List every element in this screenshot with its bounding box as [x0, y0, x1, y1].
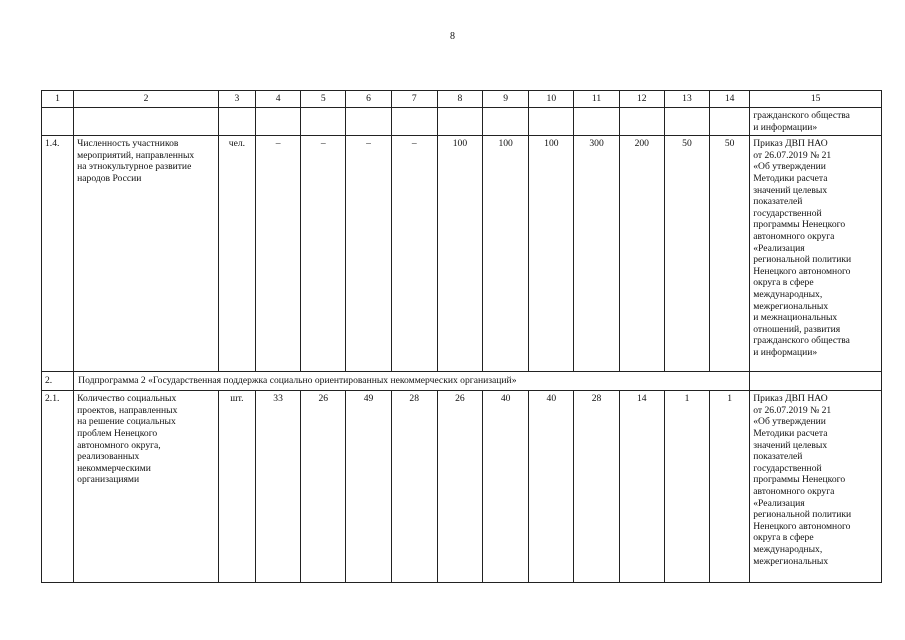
source-line: межрегиональных [753, 555, 829, 567]
source-line: Методики расчета [753, 427, 828, 439]
header-cell: 7 [391, 91, 437, 108]
source-cell [750, 391, 882, 583]
source-line: Приказ ДВП НАО [753, 393, 828, 405]
source-line: «Реализация [753, 242, 805, 254]
header-cell: 13 [664, 91, 709, 108]
source-line: и информации» [753, 346, 818, 358]
indicator-name [74, 136, 219, 372]
header-cell: 14 [710, 91, 750, 108]
source-line: государственной [753, 207, 822, 219]
source-line: Методики расчета [753, 172, 828, 184]
source-line: программы Ненецкого [753, 474, 846, 486]
table-row-2-1 [42, 391, 882, 583]
source-line: региональной политики [753, 509, 852, 521]
header-cell: 3 [218, 91, 255, 108]
header-cell: 12 [619, 91, 664, 108]
source-line: межрегиональных [753, 300, 829, 312]
row-index: 1.4. [42, 136, 74, 372]
source-line: программы Ненецкого [753, 219, 846, 231]
source-line: Ненецкого автономного [753, 265, 851, 277]
value-cell: 26 [437, 391, 482, 583]
header-cell: 8 [437, 91, 482, 108]
subprogram-index: 2. [42, 372, 74, 391]
source-line: показателей [753, 451, 803, 463]
source-line: международных, [753, 543, 823, 555]
indicator-name-line: некоммерческими [77, 462, 151, 474]
header-cell: 15 [750, 91, 882, 108]
table-row-1-4 [42, 136, 882, 372]
source-line: «Об утверждении [753, 416, 826, 428]
source-line: округа в сфере [753, 532, 814, 544]
value-cell: 1 [664, 391, 709, 583]
source-line: от 26.07.2019 № 21 [753, 149, 832, 161]
cell-empty [750, 372, 882, 391]
unit-cell: шт. [218, 391, 255, 583]
value-cell: 40 [483, 391, 529, 583]
value-cell: 50 [664, 136, 709, 372]
indicator-name [74, 391, 219, 583]
value-cell: 14 [619, 391, 664, 583]
source-line: Ненецкого автономного [753, 520, 851, 532]
source-line: Приказ ДВП НАО [753, 138, 828, 150]
source-line: показателей [753, 196, 803, 208]
value-cell: 200 [619, 136, 664, 372]
subprogram-title: Подпрограмма 2 «Государственная поддержка социально ориентированных некоммерческих организаций» [74, 372, 750, 391]
indicator-name-line: автономного округа, [77, 439, 161, 451]
header-cell: 5 [301, 91, 346, 108]
subprogram-row [42, 372, 882, 391]
indicator-name-line: реализованных [77, 451, 140, 463]
value-cell: – [346, 136, 391, 372]
value-cell: 28 [574, 391, 619, 583]
indicator-name-line: проектов, направленных [77, 404, 178, 416]
source-line: региональной политики [753, 254, 852, 266]
source-cell [750, 136, 882, 372]
value-cell: 300 [574, 136, 619, 372]
source-line: отношений, развития [753, 323, 841, 335]
value-cell: 50 [710, 136, 750, 372]
source-line: округа в сфере [753, 277, 814, 289]
source-line: гражданского общества [753, 110, 850, 121]
indicator-name-line: на этнокультурное развитие [77, 161, 192, 173]
header-cell: 1 [42, 91, 74, 108]
value-cell: 28 [391, 391, 437, 583]
value-cell: – [256, 136, 301, 372]
header-cell: 11 [574, 91, 619, 108]
value-cell: 49 [346, 391, 391, 583]
source-line: международных, [753, 288, 823, 300]
value-cell: 33 [256, 391, 301, 583]
header-cell: 4 [256, 91, 301, 108]
table-row-continued [42, 108, 882, 136]
indicator-name-line: проблем Ненецкого [77, 427, 158, 439]
source-line: автономного округа [753, 485, 835, 497]
unit-cell: чел. [218, 136, 255, 372]
indicators-table [41, 90, 882, 583]
source-line: «Об утверждении [753, 161, 826, 173]
cell-source [750, 108, 882, 136]
header-cell: 2 [74, 91, 219, 108]
source-line: государственной [753, 462, 822, 474]
source-line: значений целевых [753, 439, 828, 451]
source-line: от 26.07.2019 № 21 [753, 404, 832, 416]
source-line: гражданского общества [753, 335, 850, 347]
source-line: значений целевых [753, 184, 828, 196]
cell-index [42, 108, 74, 136]
source-line: «Реализация [753, 497, 805, 509]
source-line: автономного округа [753, 230, 835, 242]
header-cell: 10 [529, 91, 574, 108]
indicator-name-line: мероприятий, направленных [77, 149, 195, 161]
indicator-name-line: Численность участников [77, 138, 179, 150]
source-line: и информации» [753, 121, 818, 133]
header-cell: 9 [483, 91, 529, 108]
cell-name [74, 108, 219, 136]
value-cell: 1 [710, 391, 750, 583]
page-number: 8 [450, 31, 455, 42]
header-cell: 6 [346, 91, 391, 108]
value-cell: 100 [437, 136, 482, 372]
value-cell: 26 [301, 391, 346, 583]
value-cell: – [391, 136, 437, 372]
source-line: и межнациональных [753, 312, 838, 324]
indicator-name-line: Количество социальных [77, 393, 177, 405]
value-cell: 100 [529, 136, 574, 372]
row-index: 2.1. [42, 391, 74, 583]
value-cell: 100 [483, 136, 529, 372]
indicator-name-line: народов России [77, 172, 142, 184]
indicator-name-line: на решение социальных [77, 416, 176, 428]
indicator-name-line: организациями [77, 474, 140, 486]
header-row [42, 91, 882, 108]
value-cell: – [301, 136, 346, 372]
value-cell: 40 [529, 391, 574, 583]
